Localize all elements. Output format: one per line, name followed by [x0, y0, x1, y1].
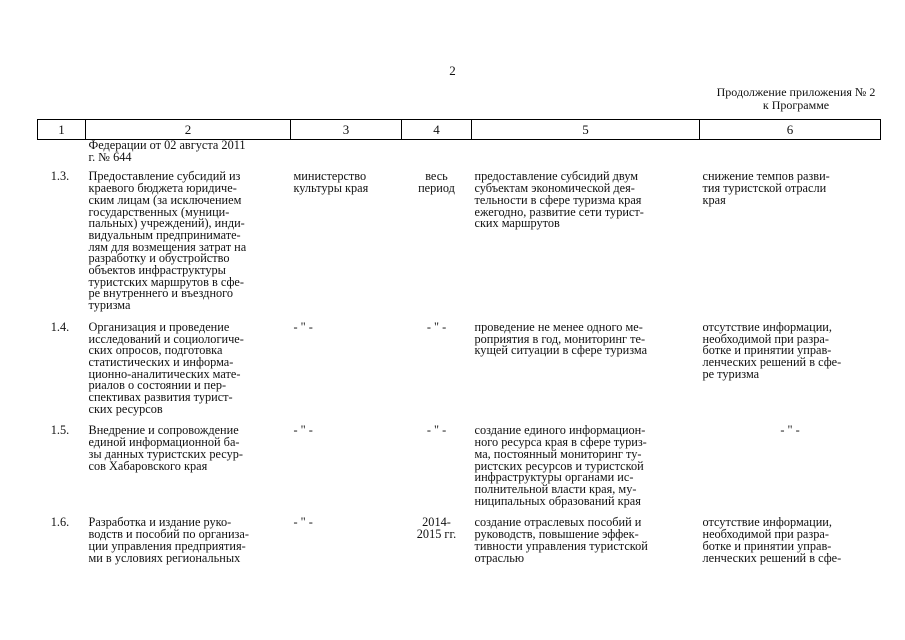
- activity-name-line: туристских маршрутов в сфе-: [88, 274, 244, 289]
- expected-result-line: тельности в сфере туризма края: [474, 192, 642, 207]
- activity-name-line: Разработка и издание руко-: [88, 515, 232, 530]
- activity-name-line: Предоставление субсидий из: [88, 169, 241, 184]
- page-number: 2: [449, 63, 456, 78]
- activity-name-line: статистических и информа-: [88, 354, 234, 369]
- activity-name-line: ским лицам (за исключением: [88, 192, 242, 207]
- activity-name-line: единой информационной ба-: [88, 435, 240, 450]
- activity-name-line: ре внутреннего и въездного: [88, 286, 234, 301]
- expected-result-line: ма, постоянный мониторинг ту-: [474, 446, 642, 461]
- consequences-of-non-implementation: [700, 415, 881, 507]
- header-col-6: 6: [700, 120, 881, 140]
- program-table: [37, 119, 881, 564]
- continuation-note: [706, 86, 886, 112]
- consequences-of-non-implementation: [700, 163, 881, 311]
- responsible-executor: [291, 507, 402, 564]
- activity-name-line: сов Хабаровского края: [88, 458, 208, 473]
- fragment-num-cell: [38, 140, 86, 164]
- row-number: 1.6.: [50, 515, 70, 530]
- activity-name-line: объектов инфраструктуры: [88, 263, 226, 278]
- activity-name-line: ских опросов, подготовка: [88, 343, 223, 358]
- activity-name: [86, 415, 291, 507]
- expected-result-line: ских маршрутов: [474, 216, 560, 231]
- activity-name-line: водств и пособий по организа-: [88, 527, 249, 542]
- activity-name-line: ми в условиях региональных: [88, 550, 241, 565]
- activity-name-line: исследований и социологиче-: [88, 331, 244, 346]
- expected-result: [472, 312, 700, 416]
- expected-result-line: полнительной власти края, му-: [474, 481, 637, 496]
- row-number: 1.3.: [50, 169, 70, 184]
- activity-name: [86, 312, 291, 416]
- activity-name-line: видуальным предпринимате-: [88, 227, 241, 242]
- consequences-of-non-implementation-line: ленческих решений в сфе-: [702, 354, 842, 369]
- consequences-of-non-implementation-line: тия туристской отрасли: [702, 181, 827, 196]
- consequences-of-non-implementation-line: снижение темпов разви-: [702, 169, 830, 184]
- expected-result-line: проведение не менее одного ме-: [474, 319, 643, 334]
- implementation-period-line: - " -: [426, 423, 447, 438]
- consequences-of-non-implementation-line: отсутствие информации,: [702, 515, 832, 530]
- implementation-period: [402, 312, 472, 416]
- table-row: [38, 163, 881, 311]
- header-col-1: 1: [38, 120, 86, 140]
- implementation-period-line: весь: [425, 169, 448, 184]
- row-number: 1.4.: [50, 319, 70, 334]
- continuation-line-2: к Программе: [762, 98, 830, 112]
- responsible-executor-line: - " -: [293, 515, 313, 530]
- activity-name-line: разработку и обустройство: [88, 251, 230, 266]
- expected-result: [472, 415, 700, 507]
- activity-name: [86, 163, 291, 311]
- activity-name: [86, 507, 291, 564]
- expected-result-line: субъектам экономической дея-: [474, 181, 635, 196]
- header-col-2: 2: [86, 120, 291, 140]
- activity-name-line: ционно-аналитических мате-: [88, 366, 241, 381]
- implementation-period-line: 2014-: [422, 515, 451, 530]
- expected-result-line: роприятия в год, мониторинг те-: [474, 331, 646, 346]
- responsible-executor-line: министерство: [293, 169, 367, 184]
- expected-result-line: ниципальных образований края: [474, 493, 641, 508]
- activity-name-line: риалов о состоянии и пер-: [88, 378, 227, 393]
- consequences-of-non-implementation-line: отсутствие информации,: [702, 319, 832, 334]
- fragment-line-1: Федерации от 02 августа 2011: [88, 138, 246, 152]
- activity-name-line: лям для возмещения затрат на: [88, 239, 247, 254]
- activity-name-line: краевого бюджета юридиче-: [88, 181, 237, 196]
- expected-result-line: руководств, повышение эффек-: [474, 527, 639, 542]
- activity-name-line: ции управления предприятия-: [88, 538, 246, 553]
- fragment-text: [86, 140, 291, 164]
- expected-result-line: создание отраслевых пособий и: [474, 515, 642, 530]
- implementation-period: [402, 415, 472, 507]
- fragment-cell-4: [402, 140, 472, 164]
- activity-name-line: пальных) учреждений), инди-: [88, 216, 245, 231]
- fragment-line-2: г. № 644: [88, 149, 132, 164]
- responsible-executor: [291, 163, 402, 311]
- expected-result-line: ристских ресурсов и туристской: [474, 458, 644, 473]
- fragment-row: [38, 140, 881, 164]
- expected-result-line: инфраструктуры органами ис-: [474, 470, 634, 485]
- activity-name-line: Организация и проведение: [88, 319, 230, 334]
- expected-result-line: кущей ситуации в сфере туризма: [474, 343, 648, 358]
- consequences-of-non-implementation-line: ленческих решений в сфе-: [702, 550, 842, 565]
- activity-name-line: туризма: [88, 298, 131, 313]
- header-col-3: 3: [291, 120, 402, 140]
- expected-result-line: ежегодно, развитие сети турист-: [474, 204, 644, 219]
- consequences-of-non-implementation-line: - " -: [780, 423, 800, 438]
- header-col-4: 4: [402, 120, 472, 140]
- header-col-5: 5: [472, 120, 700, 140]
- activity-name-line: спективах развития турист-: [88, 390, 233, 405]
- consequences-of-non-implementation-line: края: [702, 192, 726, 207]
- expected-result: [472, 163, 700, 311]
- consequences-of-non-implementation-line: ботке и принятии управ-: [702, 343, 832, 358]
- fragment-cell-5: [472, 140, 700, 164]
- implementation-period-line: - " -: [426, 319, 447, 334]
- consequences-of-non-implementation-line: необходимой при разра-: [702, 331, 829, 346]
- table-row: [38, 507, 881, 564]
- fragment-cell-6: [700, 140, 881, 164]
- implementation-period-line: 2015 гг.: [416, 527, 457, 542]
- expected-result-line: ного ресурса края в сфере туриз-: [474, 435, 647, 450]
- expected-result-line: отраслью: [474, 550, 525, 565]
- consequences-of-non-implementation-line: ботке и принятии управ-: [702, 538, 832, 553]
- table-row: [38, 415, 881, 507]
- table-row: [38, 312, 881, 416]
- consequences-of-non-implementation-line: ре туризма: [702, 366, 760, 381]
- expected-result-line: предоставление субсидий двум: [474, 169, 639, 184]
- expected-result-line: создание единого информацион-: [474, 423, 646, 438]
- responsible-executor-line: культуры края: [293, 181, 369, 196]
- continuation-line-1: Продолжение приложения № 2: [716, 85, 876, 99]
- responsible-executor: [291, 312, 402, 416]
- implementation-period: [402, 163, 472, 311]
- expected-result-line: тивности управления туристской: [474, 538, 648, 553]
- row-number: 1.5.: [50, 423, 70, 438]
- consequences-of-non-implementation-line: необходимой при разра-: [702, 527, 829, 542]
- consequences-of-non-implementation: [700, 312, 881, 416]
- activity-name-line: зы данных туристских ресур-: [88, 446, 243, 461]
- expected-result: [472, 507, 700, 564]
- implementation-period-line: период: [418, 181, 455, 196]
- consequences-of-non-implementation: [700, 507, 881, 564]
- activity-name-line: государственных (муници-: [88, 204, 230, 219]
- implementation-period: [402, 507, 472, 564]
- responsible-executor-line: - " -: [293, 319, 313, 334]
- header-row: [38, 120, 881, 140]
- activity-name-line: ских ресурсов: [88, 401, 163, 416]
- responsible-executor-line: - " -: [293, 423, 313, 438]
- responsible-executor: [291, 415, 402, 507]
- fragment-cell-3: [291, 140, 402, 164]
- activity-name-line: Внедрение и сопровождение: [88, 423, 239, 438]
